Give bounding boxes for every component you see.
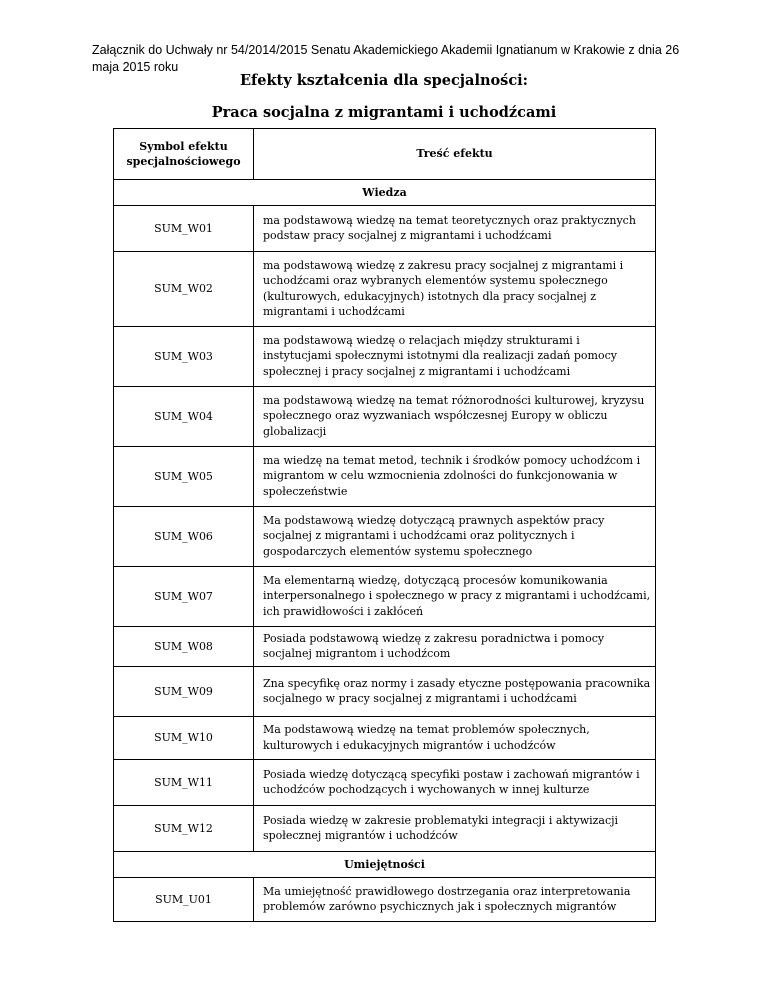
outcome-code: SUM_W09 [114, 667, 254, 717]
column-header-symbol: Symbol efektu specjalnościowego [114, 129, 254, 180]
table-row [114, 447, 656, 507]
table-row [114, 327, 656, 387]
document-title: Efekty kształcenia dla specjalności: [239, 72, 529, 89]
table-row [114, 667, 656, 717]
outcome-code: SUM_W10 [114, 717, 254, 760]
table-row [114, 387, 656, 447]
outcome-text: ma podstawową wiedzę na temat różnorodności kulturowej, kryzysu społecznego oraz wyzwaniach współczesnej Europy w obliczu globalizacji [254, 387, 656, 447]
outcome-code: SUM_W05 [114, 447, 254, 507]
table-row [114, 252, 656, 327]
outcome-code: SUM_W07 [114, 567, 254, 627]
table-row [114, 627, 656, 667]
outcome-text: Ma podstawową wiedzę dotyczącą prawnych aspektów pracy socjalnej z migrantami i uchodźcami oraz politycznych i gospodarczych elementów systemu społecznego [254, 507, 656, 567]
table-row [114, 206, 656, 252]
outcome-text: Posiada wiedzę dotyczącą specyfiki postaw i zachowań migrantów i uchodźców pochodzących i wychowanych w innej kulturze [254, 760, 656, 806]
outcome-code: SUM_W06 [114, 507, 254, 567]
outcome-text: Ma elementarną wiedzę, dotyczącą procesów komunikowania interpersonalnego i społecznego w pracy z migrantami i uchodźcami, ich prawidłowości i zakłóceń [254, 567, 656, 627]
outcome-text: ma podstawową wiedzę na temat teoretycznych oraz praktycznych podstaw pracy socjalnej z migrantami i uchodźcami [254, 206, 656, 252]
outcome-text: Posiada podstawową wiedzę z zakresu poradnictwa i pomocy socjalnej migrantom i uchodźcom [254, 627, 656, 667]
outcome-text: Posiada wiedzę w zakresie problematyki integracji i aktywizacji społecznej migrantów i uchodźców [254, 806, 656, 852]
outcome-code: SUM_W12 [114, 806, 254, 852]
document-subtitle: Praca socjalna z migrantami i uchodźcami [211, 104, 557, 121]
outcome-code: SUM_W03 [114, 327, 254, 387]
table-row [114, 760, 656, 806]
section-row-knowledge [114, 180, 656, 206]
outcome-text: ma podstawową wiedzę o relacjach między strukturami i instytucjami społecznymi istotnymi dla realizacji zadań pomocy społecznej i pracy socjalnej z migrantami i uchodźcami [254, 327, 656, 387]
outcome-text: Zna specyfikę oraz normy i zasady etyczne postępowania pracownika socjalnego w pracy socjalnej z migrantami i uchodźcami [254, 667, 656, 717]
table-row [114, 878, 656, 922]
outcome-code: SUM_W08 [114, 627, 254, 667]
section-row-skills [114, 852, 656, 878]
header-note: Załącznik do Uchwały nr 54/2014/2015 Senatu Akademickiego Akademii Ignatianum w Krakowie z dnia 26 maja 2015 roku [92, 43, 680, 74]
outcome-text: ma podstawową wiedzę z zakresu pracy socjalnej z migrantami i uchodźcami oraz wybranych elementów systemu społecznego (kulturowych, edukacyjnych) istotnych dla pracy socjalnej z migrantami i uchodźcami [254, 252, 656, 327]
table-row [114, 717, 656, 760]
outcome-code: SUM_W02 [114, 252, 254, 327]
outcome-code: SUM_U01 [114, 878, 254, 922]
section-label-skills: Umiejętności [114, 852, 656, 878]
table-header-row [114, 129, 656, 180]
table-row [114, 806, 656, 852]
learning-outcomes-table [113, 128, 656, 922]
outcome-code: SUM_W11 [114, 760, 254, 806]
section-label-knowledge: Wiedza [114, 180, 656, 206]
outcome-text: Ma umiejętność prawidłowego dostrzegania oraz interpretowania problemów zarówno psychicznych jak i społecznych migrantów [254, 878, 656, 922]
outcome-text: ma wiedzę na temat metod, technik i środków pomocy uchodźcom i migrantom w celu wzmocnienia zdolności do funkcjonowania w społeczeństwie [254, 447, 656, 507]
outcome-code: SUM_W01 [114, 206, 254, 252]
outcome-text: Ma podstawową wiedzę na temat problemów społecznych, kulturowych i edukacyjnych migrantów i uchodźców [254, 717, 656, 760]
table-row [114, 567, 656, 627]
column-header-content: Treść efektu [254, 129, 656, 180]
outcome-code: SUM_W04 [114, 387, 254, 447]
table-row [114, 507, 656, 567]
